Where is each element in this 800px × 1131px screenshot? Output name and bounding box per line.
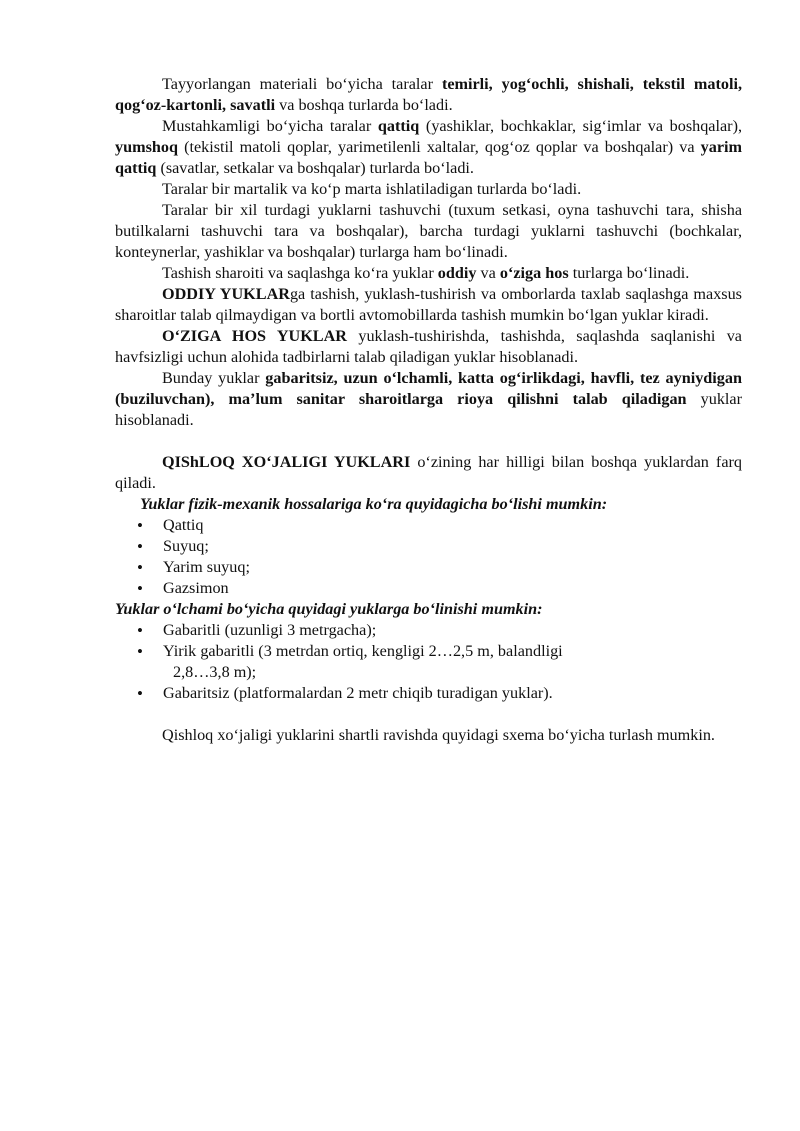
paragraph-conditions — [115, 263, 742, 284]
list-item: • Gazsimon — [115, 578, 742, 599]
paragraph-strength — [115, 116, 742, 179]
text-run: o‘zining har hilligi bilan boshqa yuklardan farq qiladi. — [115, 453, 742, 492]
paragraph-material — [115, 74, 742, 116]
text-run: Tashish sharoiti va saqlashga ko‘ra yuklar — [162, 264, 438, 282]
text-run: Bunday yuklar — [162, 369, 266, 387]
text-run: (yashiklar, bochkaklar, sig‘imlar va boshqalar), — [419, 117, 743, 135]
bold-text: O‘ZIGA HOS YUKLAR — [162, 327, 347, 345]
text-run: yuklar hisoblanadi. — [115, 390, 742, 429]
text-run: turlarga bo‘linadi. — [568, 264, 690, 282]
list-item — [115, 641, 742, 683]
bold-text: qattiq — [377, 117, 420, 135]
bold-text: temirli, yog‘ochli, shishali, tekstil matoli, qog‘oz-kartonli, savatli — [115, 75, 742, 114]
list-item: • Gabaritli (uzunligi 3 metrgacha); — [115, 620, 742, 641]
paragraph-scheme: Qishloq xo‘jaligi yuklarini shartli ravishda quyidagi sxema bo‘yicha turlash mumkin. — [162, 726, 715, 744]
list-item-continuation: 2,8…3,8 m); — [173, 663, 257, 681]
text-run: va boshqa turlarda bo‘ladi. — [275, 96, 453, 114]
document-body — [115, 74, 742, 746]
list-item: • Suyuq; — [115, 536, 742, 557]
subheading-physical: Yuklar fizik-mexanik hossalariga ko‘ra quyidagicha bo‘lishi mumkin: — [140, 495, 608, 513]
list-item-text: Yirik gabaritli (3 metrdan ortiq, kengligi 2…2,5 m, balandligi — [163, 642, 563, 660]
paragraph-cargo-type: Taralar bir xil turdagi yuklarni tashuvchi (tuxum setkasi, oyna tashuvchi tara, shisha butilkalarni tashuvchi tara va boshqalar), barcha turdagi yuklarni tashuvchi (bochkalar, konteynerlar, yashiklar va boshqalar) turlarga ham bo‘linadi. — [115, 201, 742, 261]
list-item: • Yarim suyuq; — [115, 557, 742, 578]
text-run: va — [476, 264, 500, 282]
list-item: • Gabaritsiz (platformalardan 2 metr chiqib turadigan yuklar). — [115, 683, 742, 704]
bold-text: gabaritsiz, uzun o‘lchamli, katta og‘irlikdagi, havfli, tez ayniydigan (buziluvchan), ma’lum sanitar sharoitlarga rioya qilishni talab qiladigan — [115, 369, 742, 408]
bold-text: yarim qattiq — [115, 138, 742, 177]
bold-text: o‘ziga hos — [499, 264, 569, 282]
size-list — [115, 620, 742, 704]
bold-text: ODDIY YUKLAR — [162, 285, 290, 303]
paragraph-such-cargo — [115, 368, 742, 431]
bold-text: QIShLOQ XO‘JALIGI YUKLARI — [162, 453, 411, 471]
blank-line — [115, 431, 742, 452]
text-run: yuklash-tushirishda, tashishda, saqlashda saqlanishi va havfsizligi uchun alohida tadbirlarni talab qiladigan yuklar hisoblanadi. — [115, 327, 742, 366]
text-run: ga tashish, yuklash-tushirish va omborlarda taxlab saqlashga maxsus sharoitlar talab qilmaydigan va bortli avtomobillarda tashish mumkin bo‘lgan yuklar kiradi. — [115, 285, 742, 324]
text-run: Tayyorlangan materiali bo‘yicha taralar — [162, 75, 442, 93]
subheading-size: Yuklar o‘lchami bo‘yicha quyidagi yuklarga bo‘linishi mumkin: — [115, 600, 543, 618]
paragraph-agricultural — [115, 452, 742, 494]
text-run: (savatlar, setkalar va boshqalar) turlarda bo‘ladi. — [156, 159, 474, 177]
paragraph-ordinary — [115, 284, 742, 326]
text-run: (tekistil matoli qoplar, yarimetilenli xaltalar, qog‘oz qoplar va boshqalar) va — [177, 138, 701, 156]
physical-properties-list — [115, 515, 742, 599]
bold-text: oddiy — [437, 264, 477, 282]
paragraph-usage: Taralar bir martalik va ko‘p marta ishlatiladigan turlarda bo‘ladi. — [162, 180, 582, 198]
list-item: • Qattiq — [115, 515, 742, 536]
text-run: Mustahkamligi bo‘yicha taralar — [162, 117, 378, 135]
blank-line — [115, 704, 742, 725]
paragraph-special — [115, 326, 742, 368]
bold-text: yumshoq — [115, 138, 178, 156]
